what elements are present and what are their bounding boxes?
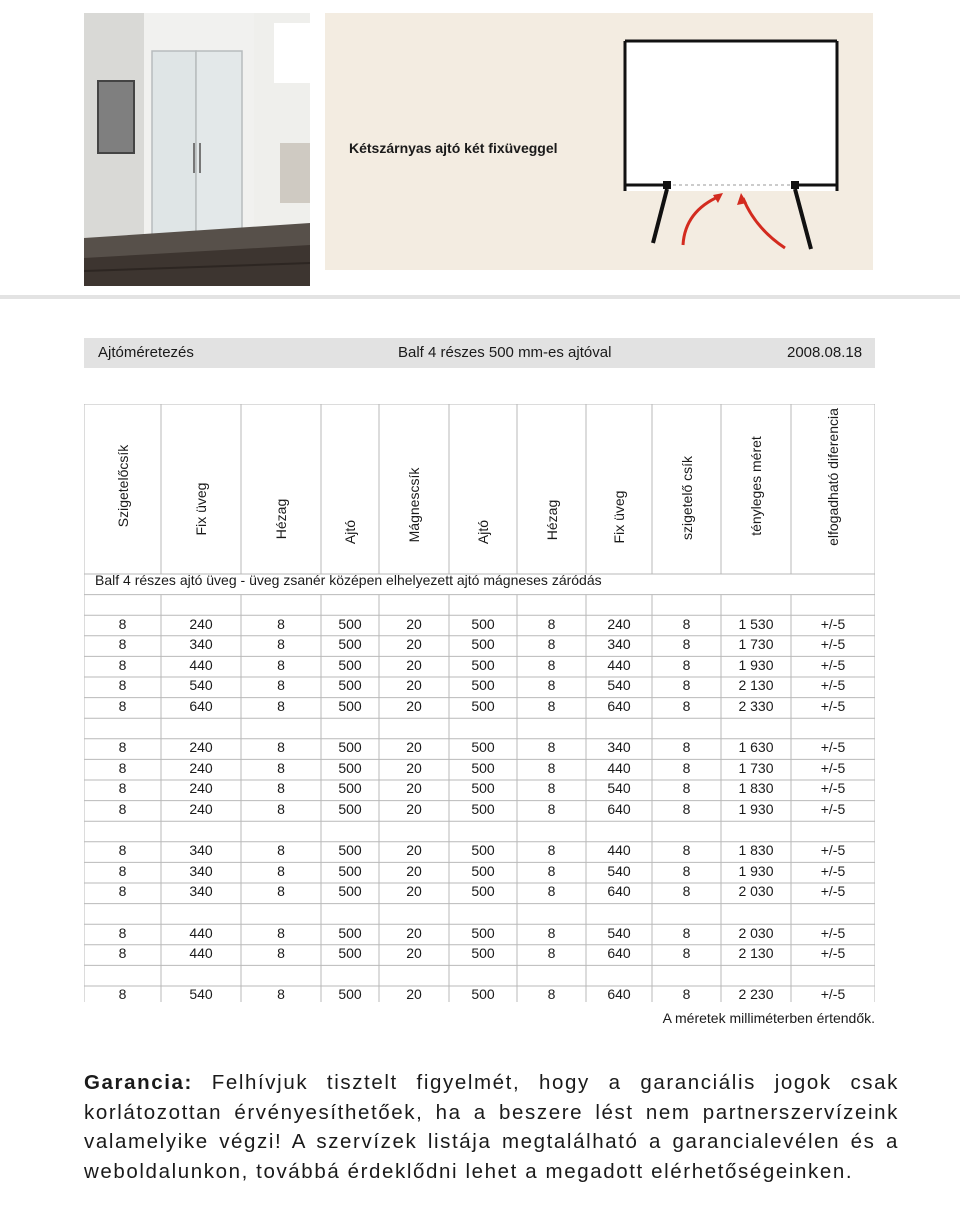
table-cell: 8 [118, 698, 127, 714]
table-cell: 8 [547, 842, 556, 859]
table-cell: 1 930 [738, 862, 774, 879]
table-cell: 8 [118, 636, 127, 653]
table-cell: 20 [406, 656, 422, 673]
table-cell: 1 930 [738, 656, 774, 673]
table-cell: 8 [682, 883, 691, 900]
table-cell: 340 [607, 739, 631, 756]
column-header: Szigetelőcsík [114, 444, 131, 528]
table-cell: 240 [189, 615, 213, 632]
table-cell: 340 [189, 636, 213, 653]
table-cell: +/-5 [820, 759, 846, 776]
table-cell: 440 [189, 945, 213, 962]
table-cell: 8 [682, 986, 691, 1003]
table-cell: 1 630 [738, 739, 774, 756]
table-cell: 8 [682, 698, 691, 714]
table-cell: 8 [682, 924, 691, 941]
table-cell: 2 030 [738, 883, 774, 900]
table-cell: 240 [189, 739, 213, 756]
table-cell: 500 [471, 862, 495, 879]
table-cell: 8 [277, 636, 285, 653]
table-row [84, 758, 875, 779]
table-cell: 500 [338, 636, 362, 653]
table-cell: 8 [277, 656, 285, 673]
table-cell: 20 [406, 739, 422, 756]
table-cell: 540 [607, 862, 631, 879]
table-cell: 500 [338, 986, 362, 1003]
table-section-title: Balf 4 részes ajtó üveg - üveg zsanér középen elhelyezett ajtó mágneses záródás [95, 572, 602, 588]
table-row [84, 799, 875, 820]
table-cell: 500 [471, 883, 495, 900]
table-cell: 440 [607, 842, 631, 859]
table-cell: 640 [607, 883, 631, 900]
table-cell: 1 730 [738, 636, 774, 653]
table-cell: 240 [189, 801, 213, 817]
table-cell: 2 130 [738, 677, 774, 694]
table-cell: 2 030 [738, 924, 774, 941]
table-cell: 540 [607, 677, 631, 694]
table-cell: 340 [189, 842, 213, 859]
table-cell: +/-5 [820, 986, 846, 1003]
table-cell: 8 [118, 801, 127, 817]
table-cell: 440 [189, 656, 213, 673]
table-cell: 500 [338, 739, 362, 756]
table-cell: 8 [547, 862, 556, 879]
table-cell: 2 130 [738, 945, 774, 962]
table-cell: 540 [189, 677, 213, 694]
table-cell: 8 [682, 862, 691, 879]
table-row [84, 696, 875, 717]
table-row [84, 943, 875, 964]
header-product: Balf 4 részes 500 mm-es ajtóval [398, 344, 612, 361]
table-cell: 8 [547, 698, 556, 714]
shower-floor-area [625, 41, 837, 191]
table-cell: 500 [471, 945, 495, 962]
table-cell: 500 [471, 780, 495, 797]
column-header: elfogadható diferencia [825, 408, 841, 546]
table-cell: 500 [338, 656, 362, 673]
table-cell: 8 [682, 656, 691, 673]
table-cell: 8 [547, 636, 556, 653]
table-row [84, 984, 875, 1005]
table-cell: 640 [607, 986, 631, 1003]
table-cell: +/-5 [820, 924, 846, 941]
table-cell: 8 [118, 842, 127, 859]
shower-photo-illustration [84, 13, 310, 286]
table-row [84, 923, 875, 944]
table-cell: 500 [338, 842, 362, 859]
table-cell: 8 [118, 615, 127, 632]
shower-door-photo [84, 13, 310, 286]
table-row [84, 655, 875, 676]
table-cell: 8 [118, 759, 127, 776]
table-cell: 500 [338, 801, 362, 817]
table-cell: 8 [118, 780, 127, 797]
table-cell: +/-5 [820, 883, 846, 900]
table-cell: 20 [406, 842, 422, 859]
table-cell: 1 830 [738, 780, 774, 797]
table-cell: 500 [338, 780, 362, 797]
table-cell: 8 [277, 759, 285, 776]
table-row [84, 778, 875, 799]
table-cell: 340 [607, 636, 631, 653]
column-header: szigetelő csík [678, 455, 695, 541]
table-cell: 20 [406, 945, 422, 962]
table-cell: 500 [338, 759, 362, 776]
table-cell: 8 [118, 862, 127, 879]
table-cell: 500 [471, 615, 495, 632]
table-cell: 8 [682, 759, 691, 776]
table-cell: 8 [682, 801, 691, 817]
table-cell: 8 [547, 924, 556, 941]
table-cell: 8 [277, 986, 285, 1003]
table-cell: +/-5 [820, 801, 846, 817]
table-cell: 8 [547, 759, 556, 776]
table-cell: 20 [406, 780, 422, 797]
table-cell: +/-5 [820, 698, 846, 714]
table-cell: 8 [682, 636, 691, 653]
table-cell: 500 [471, 656, 495, 673]
column-header: Hézag [273, 498, 289, 540]
table-cell: 8 [547, 780, 556, 797]
table-cell: 8 [277, 883, 285, 900]
table-cell: 8 [277, 698, 285, 714]
table-row [84, 861, 875, 882]
table-cell: 20 [406, 801, 422, 817]
table-cell: 20 [406, 862, 422, 879]
table-cell: 8 [547, 656, 556, 673]
table-cell: 8 [547, 739, 556, 756]
column-header: Ajtó [342, 519, 358, 545]
table-cell: 500 [471, 801, 495, 817]
table-cell: 8 [682, 615, 691, 632]
table-cell: 540 [189, 986, 213, 1003]
table-cell: 2 330 [738, 698, 774, 714]
table-cell: 8 [118, 945, 127, 962]
table-cell: +/-5 [820, 636, 846, 653]
table-row [84, 840, 875, 861]
table-cell: 8 [277, 862, 285, 879]
column-header: Mágnescsík [406, 467, 422, 542]
table-cell: 8 [277, 780, 285, 797]
table-cell: 440 [607, 759, 631, 776]
table-cell: 20 [406, 986, 422, 1003]
table-cell: 500 [338, 862, 362, 879]
table-cell: 640 [607, 801, 631, 817]
table-cell: 8 [277, 615, 285, 632]
diagram-caption: Kétszárnyas ajtó két fixüveggel [349, 140, 558, 156]
table-cell: 500 [338, 615, 362, 632]
table-cell: 8 [118, 677, 127, 694]
table-cell: 8 [682, 945, 691, 962]
table-cell: 540 [607, 924, 631, 941]
table-row [84, 675, 875, 696]
table-row [84, 737, 875, 758]
table-cell: 8 [682, 842, 691, 859]
table-cell: 8 [277, 739, 285, 756]
column-header: Hézag [543, 499, 560, 541]
guarantee-label: Garancia: [84, 1071, 193, 1094]
table-row [84, 634, 875, 655]
table-cell: 8 [682, 780, 691, 797]
table-cell: 8 [277, 677, 285, 694]
column-header: Fix üveg [193, 482, 209, 535]
table-cell: 500 [471, 924, 495, 941]
table-cell: 640 [607, 698, 631, 714]
table-cell: +/-5 [820, 945, 846, 962]
table-cell: 20 [406, 636, 422, 653]
table-cell: 340 [189, 883, 213, 900]
table-cell: 1 730 [738, 759, 774, 776]
table-cell: 540 [607, 780, 631, 797]
table-cell: 20 [406, 698, 422, 714]
table-cell: 20 [406, 759, 422, 776]
table-cell: 8 [118, 739, 127, 756]
table-cell: 440 [607, 656, 631, 673]
table-cell: 500 [471, 759, 495, 776]
table-cell: 500 [471, 842, 495, 859]
table-cell: 8 [547, 883, 556, 900]
table-cell: 240 [607, 615, 631, 632]
table-cell: 8 [118, 924, 127, 941]
table-cell: 8 [118, 656, 127, 673]
table-cell: 20 [406, 677, 422, 694]
table-cell: 8 [118, 986, 127, 1003]
table-cell: +/-5 [820, 615, 846, 632]
table-cell: +/-5 [820, 677, 846, 694]
table-cell: 500 [338, 698, 362, 714]
table-cell: 2 230 [738, 986, 774, 1003]
table-cell: +/-5 [820, 739, 846, 756]
table-cell: 20 [406, 883, 422, 900]
table-row [84, 881, 875, 902]
table-cell: 8 [277, 801, 285, 817]
table-cell: 440 [189, 924, 213, 941]
table-cell: 8 [682, 739, 691, 756]
table-cell: 500 [471, 986, 495, 1003]
table-cell: 500 [338, 924, 362, 941]
table-cell: 8 [547, 677, 556, 694]
table-cell: 20 [406, 615, 422, 632]
table-cell: 8 [547, 986, 556, 1003]
units-footnote: A méretek milliméterben értendők. [662, 1010, 875, 1026]
table-cell: 8 [547, 945, 556, 962]
table-cell: 8 [547, 801, 556, 817]
table-cell: +/-5 [820, 656, 846, 673]
table-cell: 8 [118, 883, 127, 900]
guarantee-text: Felhívjuk tisztelt figyelmét, hogy a garanciális jogok csak korlátozottan érvényesíthetőek, ha a beszere lést nem partnerszervízeink valamelyike végzi! A szervízek listája megtalálható a garancialevélen és a weboldalunkon, továbbá érdeklődni lehet a megadott elérhetőségeinken. [84, 1071, 899, 1183]
table-cell: 8 [277, 842, 285, 859]
column-header: Fix üveg [611, 490, 627, 543]
guarantee-notice [84, 1068, 899, 1186]
table-cell: 8 [682, 677, 691, 694]
divider [0, 295, 960, 299]
table-row [84, 614, 875, 635]
table-cell: 1 930 [738, 801, 774, 817]
table-cell: +/-5 [820, 842, 846, 859]
table-cell: 500 [338, 677, 362, 694]
table-cell: 640 [607, 945, 631, 962]
table-cell: 500 [338, 883, 362, 900]
column-header: Ajtó [475, 519, 491, 545]
table-cell: 640 [189, 698, 213, 714]
table-cell: 500 [471, 677, 495, 694]
table-cell: 8 [277, 924, 285, 941]
table-cell: 8 [277, 945, 285, 962]
table-cell: 1 530 [738, 615, 774, 632]
header-title: Ajtóméretezés [98, 344, 194, 361]
table-cell: 500 [471, 636, 495, 653]
table-cell: +/-5 [820, 862, 846, 879]
table-cell: 1 830 [738, 842, 774, 859]
column-header: tényleges méret [748, 436, 764, 536]
table-cell: 500 [471, 698, 495, 714]
table-cell: 240 [189, 759, 213, 776]
table-cell: +/-5 [820, 780, 846, 797]
table-cell: 500 [471, 739, 495, 756]
header-date: 2008.08.18 [787, 344, 863, 361]
table-cell: 340 [189, 862, 213, 879]
sizing-header [84, 338, 875, 368]
table-cell: 240 [189, 780, 213, 797]
table-cell: 8 [547, 615, 556, 632]
table-cell: 500 [338, 945, 362, 962]
table-cell: 20 [406, 924, 422, 941]
